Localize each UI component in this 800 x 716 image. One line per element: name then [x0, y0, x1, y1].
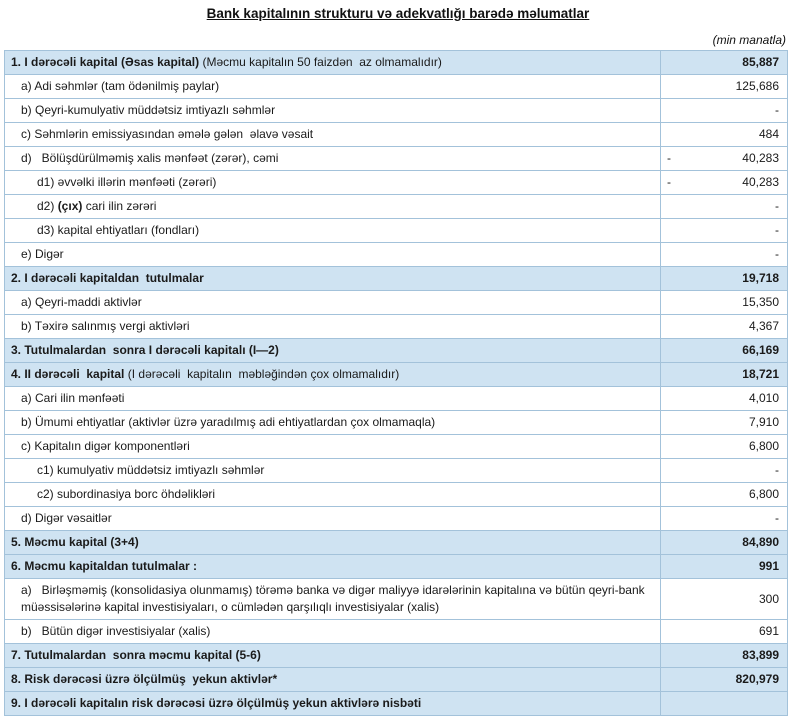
row-value [661, 339, 788, 363]
row-amount: 6,800 [748, 487, 779, 501]
table-row [5, 459, 788, 483]
row-label [5, 692, 661, 716]
unit-note: (min manatla) [712, 33, 786, 47]
row-value [661, 51, 788, 75]
row-label [5, 99, 661, 123]
table-row [5, 75, 788, 99]
row-value [661, 692, 788, 716]
table-row [5, 668, 788, 692]
row-amount: - [775, 103, 779, 117]
table-row [5, 171, 788, 195]
table-row [5, 620, 788, 644]
table-row [5, 692, 788, 716]
row-amount: 40,283 [742, 151, 779, 165]
table-row [5, 267, 788, 291]
row-label-segment: d3) kapital ehtiyatları (fondları) [37, 223, 200, 237]
row-value [661, 668, 788, 692]
row-label [5, 315, 661, 339]
row-amount: - [775, 223, 779, 237]
row-label [5, 411, 661, 435]
row-label-segment: a) Qeyri-maddi aktivlər [21, 295, 142, 309]
row-value [661, 411, 788, 435]
row-label [5, 291, 661, 315]
row-amount: - [775, 247, 779, 261]
table-row [5, 219, 788, 243]
table-row [5, 291, 788, 315]
row-value [661, 579, 788, 620]
row-label-segment: (I dərəcəli kapitalın məbləğindən çox olmamalıdır) [127, 367, 400, 381]
row-label [5, 507, 661, 531]
row-label-segment: a) Cari ilin mənfəəti [21, 391, 125, 405]
row-label-segment: 9. I dərəcəli kapitalın risk dərəcəsi üzrə ölçülmüş yekun aktivlərə nisbəti [11, 696, 422, 710]
page-title: Bank kapitalının strukturu və adekvatlığı barədə məlumatlar [206, 6, 590, 21]
table-row [5, 99, 788, 123]
table-row [5, 644, 788, 668]
row-amount: 19,718 [742, 271, 779, 285]
row-value [661, 123, 788, 147]
row-value [661, 387, 788, 411]
row-label [5, 195, 661, 219]
row-label-segment: c1) kumulyativ müddətsiz imtiyazlı səhmlər [37, 463, 265, 477]
row-label [5, 435, 661, 459]
row-label [5, 363, 661, 387]
row-label-segment: e) Digər [21, 247, 64, 261]
table-row [5, 147, 788, 171]
row-amount: 484 [758, 127, 779, 141]
table-row [5, 555, 788, 579]
row-label-segment: 6. Məcmu kapitaldan tutulmalar : [11, 559, 198, 573]
row-label-segment: 4. II dərəcəli kapital [11, 367, 128, 381]
table-row [5, 195, 788, 219]
row-value [661, 99, 788, 123]
row-label-segment: a) Adi səhmlər (tam ödənilmiş paylar) [21, 79, 220, 93]
table-row [5, 243, 788, 267]
table-row [5, 363, 788, 387]
row-label-segment: c) Kapitalın digər komponentləri [21, 439, 190, 453]
row-label [5, 668, 661, 692]
row-amount: 85,887 [742, 55, 779, 69]
row-label [5, 243, 661, 267]
row-amount: 83,899 [742, 648, 779, 662]
row-amount: 4,010 [748, 391, 779, 405]
row-value [661, 507, 788, 531]
row-value [661, 267, 788, 291]
row-label [5, 267, 661, 291]
row-label-segment: b) Təxirə salınmış vergi aktivləri [21, 319, 190, 333]
row-value [661, 644, 788, 668]
row-label-segment: 1. I dərəcəli kapital (Əsas kapital) [11, 55, 203, 69]
table-row [5, 123, 788, 147]
row-label-segment: a) Birləşməmiş (konsolidasiya olunmamış) törəmə banka və digər maliyyə idarələrinin kapitalına və bütün qeyri-bank müəssisələrinə kapital investisiyaları, o cümlədən qarşılıqlı investisiyalar (xalis) [21, 583, 648, 614]
row-label [5, 620, 661, 644]
negative-sign: - [667, 151, 671, 165]
row-label [5, 147, 661, 171]
row-value [661, 315, 788, 339]
row-value [661, 171, 788, 195]
row-label-segment: b) Bütün digər investisiyalar (xalis) [21, 624, 211, 638]
row-label [5, 644, 661, 668]
table-row [5, 387, 788, 411]
table-row [5, 507, 788, 531]
row-value [661, 435, 788, 459]
row-value [661, 555, 788, 579]
row-label-segment: d1) əvvəlki illərin mənfəəti (zərəri) [37, 175, 217, 189]
row-amount: - [775, 199, 779, 213]
row-label-segment: 7. Tutulmalardan sonra məcmu kapital (5-6) [11, 648, 261, 662]
row-label [5, 387, 661, 411]
row-label-segment: b) Qeyri-kumulyativ müddətsiz imtiyazlı səhmlər [21, 103, 276, 117]
row-value [661, 620, 788, 644]
row-amount: 40,283 [742, 175, 779, 189]
row-label-segment: c2) subordinasiya borc öhdəlikləri [37, 487, 216, 501]
row-label-segment: d) Bölüşdürülməmiş xalis mənfəət (zərər), cəmi [21, 151, 279, 165]
row-label-segment: (çıx) [57, 199, 83, 213]
capital-structure-table [4, 50, 788, 716]
row-label [5, 51, 661, 75]
row-amount: - [775, 511, 779, 525]
row-label-segment: (Məcmu kapitalın 50 faizdən az olmamalıdır) [202, 55, 442, 69]
row-label [5, 555, 661, 579]
row-label [5, 339, 661, 363]
row-amount: 66,169 [742, 343, 779, 357]
row-amount: 300 [758, 591, 779, 606]
row-label [5, 531, 661, 555]
row-label [5, 459, 661, 483]
row-amount: 84,890 [742, 535, 779, 549]
row-amount: 4,367 [748, 319, 779, 333]
row-amount: 18,721 [742, 367, 779, 381]
table-row [5, 411, 788, 435]
table-row [5, 531, 788, 555]
row-amount: 691 [758, 624, 779, 638]
row-value [661, 243, 788, 267]
row-label [5, 579, 661, 620]
row-label [5, 75, 661, 99]
row-label-segment: c) Səhmlərin emissiyasından əmələ gələn əlavə vəsait [21, 127, 314, 141]
table-row [5, 51, 788, 75]
row-amount: 6,800 [748, 439, 779, 453]
row-value [661, 459, 788, 483]
row-value [661, 195, 788, 219]
row-label-segment: b) Ümumi ehtiyatlar (aktivlər üzrə yaradılmış adi ehtiyatlardan çox olmamaqla) [21, 415, 436, 429]
row-value [661, 531, 788, 555]
row-label-segment: d) Digər vəsaitlər [21, 511, 112, 525]
row-label [5, 219, 661, 243]
row-label-segment: cari ilin zərəri [82, 199, 157, 213]
negative-sign: - [667, 175, 671, 189]
table-row [5, 339, 788, 363]
row-amount: 7,910 [748, 415, 779, 429]
row-value [661, 75, 788, 99]
table-row [5, 483, 788, 507]
row-label [5, 483, 661, 507]
row-value [661, 291, 788, 315]
row-value [661, 147, 788, 171]
row-value [661, 219, 788, 243]
row-label [5, 171, 661, 195]
row-label-segment: 3. Tutulmalardan sonra I dərəcəli kapitalı (I—2) [11, 343, 279, 357]
table-row [5, 435, 788, 459]
table-row [5, 315, 788, 339]
row-label-segment: d2) [37, 199, 58, 213]
row-label [5, 123, 661, 147]
row-label-segment: 8. Risk dərəcəsi üzrə ölçülmüş yekun aktivlər* [11, 672, 278, 686]
row-value [661, 363, 788, 387]
table-row [5, 579, 788, 620]
row-amount: 125,686 [735, 79, 779, 93]
row-value [661, 483, 788, 507]
row-amount: - [775, 463, 779, 477]
row-label-segment: 2. I dərəcəli kapitaldan tutulmalar [11, 271, 204, 285]
row-amount: 15,350 [742, 295, 779, 309]
row-amount: 991 [758, 559, 779, 573]
row-amount: 820,979 [735, 672, 779, 686]
row-label-segment: 5. Məcmu kapital (3+4) [11, 535, 139, 549]
